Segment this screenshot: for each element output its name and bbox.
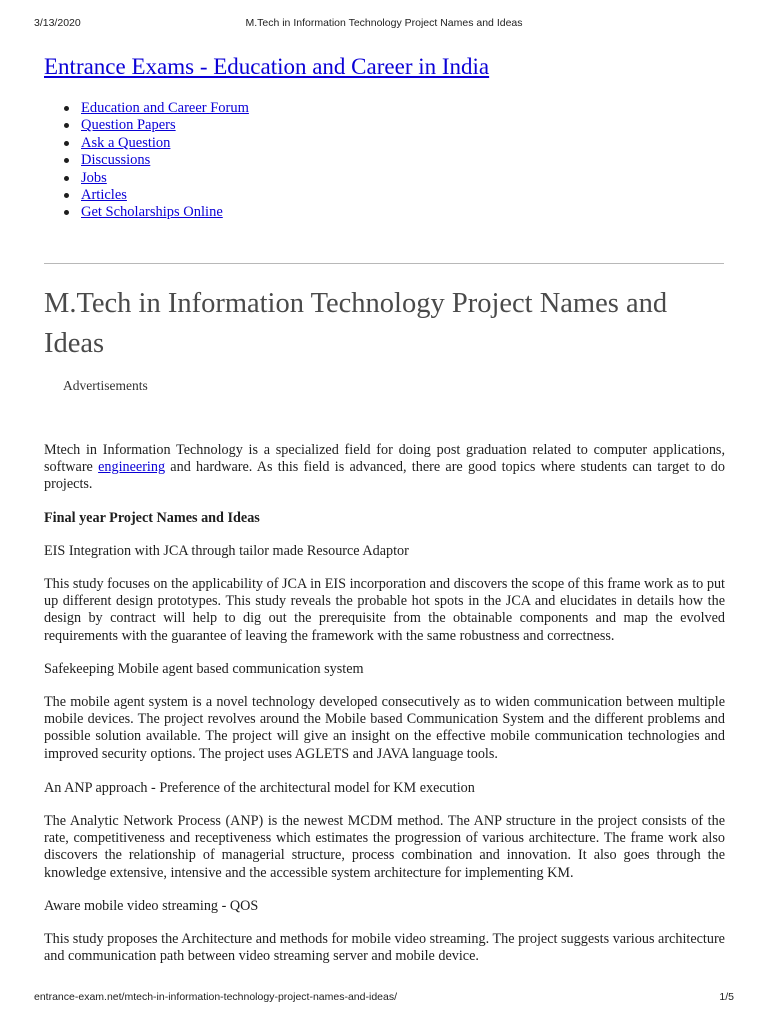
nav-link-discussions[interactable]: Discussions [81, 152, 151, 169]
site-title-link[interactable]: Entrance Exams - Education and Career in India [44, 54, 490, 79]
project-description-2: The mobile agent system is a novel technology developed consecutively as to widen communication between multiple mobile devices. The project revolves around the Mobile based Communication System and the different problems and possible solution available. The project will give an insight on the effective mobile communication technologies and improved security options. The project uses AGLETS and JAVA language tools. [44, 694, 725, 762]
intro-paragraph [44, 442, 725, 494]
project-title-3: An ANP approach - Preference of the architectural model for KM execution [44, 780, 475, 796]
header-divider [44, 263, 724, 264]
print-date: 3/13/2020 [34, 17, 81, 29]
nav-item-discussions [44, 152, 249, 169]
print-page-number: 1/5 [719, 991, 734, 1003]
nav-item-forum [44, 100, 249, 117]
print-url: entrance-exam.net/mtech-in-information-technology-project-names-and-ideas/ [34, 991, 398, 1003]
project-description-3: The Analytic Network Process (ANP) is the newest MCDM method. The ANP structure in the project consists of the rate, competitiveness and receptiveness which estimates the progression of various architecture. The frame work also discovers the relationship of managerial structure, process combination and innovation. It also goes through the knowledge extensive, intensive and the accessible system architecture for implementing KM. [44, 813, 725, 881]
nav-item-question-papers [44, 117, 249, 134]
engineering-link[interactable]: engineering [98, 459, 166, 476]
article-title: M.Tech in Information Technology Project Names and Ideas [44, 288, 668, 359]
project-title-1: EIS Integration with JCA through tailor made Resource Adaptor [44, 543, 409, 559]
project-description-4: This study proposes the Architecture and methods for mobile video streaming. The project suggests various architecture and communication path between video streaming server and mobile device. [44, 931, 725, 965]
project-title-2: Safekeeping Mobile agent based communication system [44, 661, 364, 677]
nav-item-jobs [44, 170, 249, 187]
project-title-4: Aware mobile video streaming - QOS [44, 898, 259, 914]
bullet-icon [64, 106, 69, 111]
nav-link-forum[interactable]: Education and Career Forum [81, 100, 249, 116]
bullet-icon [64, 210, 69, 215]
nav-link-jobs[interactable]: Jobs [81, 169, 107, 186]
bullet-icon [64, 141, 69, 146]
print-footer [0, 991, 768, 1005]
section-heading: Final year Project Names and Ideas [44, 510, 260, 526]
intro-text-before: Mtech in Information Technology is a specialized field for doing post graduation related to computer applications, software [44, 442, 725, 476]
nav-link-articles[interactable]: Articles [81, 186, 127, 203]
nav-item-articles [44, 187, 249, 204]
project-description-1: This study focuses on the applicability of JCA in EIS incorporation and discovers the scope of this frame work as to put up different design prototypes. This study reveals the probable hot spots in the JCA and elucidates in details how the design by contract will help to dig out the prerequisite from the obtainable components and map the evolved requirements with the guarantee of leaving the framework with the same robustness and correctness. [44, 576, 725, 644]
nav-item-scholarships [44, 204, 249, 221]
bullet-icon [64, 193, 69, 198]
nav-link-ask-question[interactable]: Ask a Question [81, 134, 171, 151]
bullet-icon [64, 123, 69, 128]
bullet-icon [64, 158, 69, 163]
print-header [0, 17, 768, 31]
nav-item-ask-question [44, 135, 249, 152]
nav-link-question-papers[interactable]: Question Papers [81, 117, 176, 134]
site-nav-list [44, 100, 249, 222]
advertisements-label: Advertisements [63, 378, 148, 393]
intro-text-after: and hardware. As this field is advanced, there are good topics where students can target to do projects. [44, 459, 725, 493]
bullet-icon [64, 176, 69, 181]
print-page-title: M.Tech in Information Technology Project Names and Ideas [245, 17, 523, 29]
nav-link-scholarships[interactable]: Get Scholarships Online [81, 204, 223, 221]
